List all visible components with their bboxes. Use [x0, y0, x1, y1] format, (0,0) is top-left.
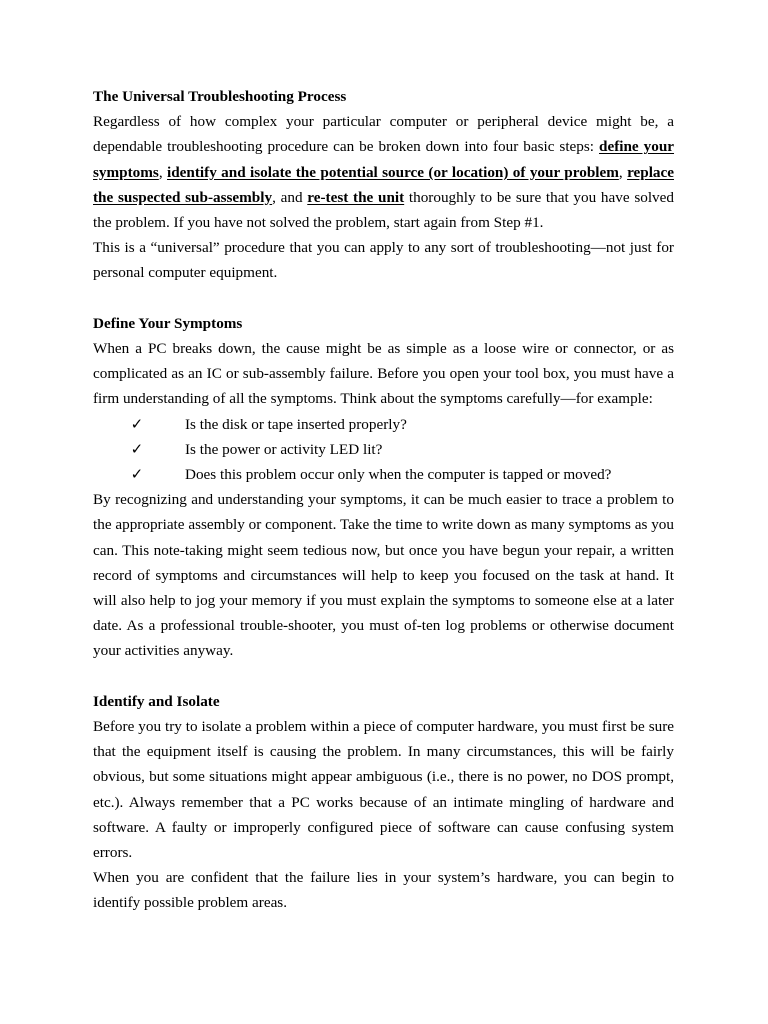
checkmark-icon: ✓	[130, 440, 144, 458]
section-heading-identify-isolate: Identify and Isolate	[93, 692, 220, 710]
checkmark-icon: ✓	[130, 415, 144, 433]
separator-2: ,	[618, 163, 628, 181]
checkmark-icon: ✓	[130, 466, 144, 484]
step-retest-unit: re-test the unit	[307, 188, 405, 206]
step-identify-isolate: identify and isolate the potential source (or location) of your problem	[167, 163, 619, 181]
paragraph-isolate-intro: Before you try to isolate a problem within a piece of computer hardware, you must first be sure that the equipment itself is causing the problem. In many circumstances, this will be fairly obvious, but some situations might appear ambiguous (i.e., there is no power, no DOS prompt, etc.). Always remember that a PC works because of an intimate mingling of hardware and software. A faulty or improperly configured piece of software can cause confusing system errors.	[93, 718, 674, 862]
list-item	[93, 412, 674, 437]
step-define-symptoms: define your symptoms	[93, 138, 675, 181]
paragraph-isolate-hardware: When you are confident that the failure lies in your system’s hardware, you can begin to identify possible problem areas.	[93, 869, 674, 912]
paragraph-symptoms-intro: When a PC breaks down, the cause might be as simple as a loose wire or connector, or as complicated as an IC or sub-assembly failure. Before you open your tool box, you must have a firm understanding of all the symptoms. Think about the symptoms carefully—for example:	[93, 340, 674, 408]
list-item	[93, 462, 674, 487]
list-item	[93, 437, 674, 462]
separator-1: ,	[158, 163, 168, 181]
section-heading-universal-process: The Universal Troubleshooting Process	[93, 88, 347, 105]
symptom-checklist	[93, 412, 674, 488]
intro-text-end: thoroughly to be sure that you have solved the problem. If you have not solved the problem, start again from Step #1.	[93, 188, 674, 232]
document-page	[93, 84, 674, 916]
intro-text-start: Regardless of how complex your particular computer or peripheral device might be, a dependable troubleshooting procedure can be broken down into four basic steps:	[93, 113, 674, 156]
list-item-text: Is the disk or tape inserted properly?	[185, 415, 407, 433]
paragraph-intro	[93, 109, 674, 235]
section-heading-define-symptoms: Define Your Symptoms	[93, 314, 243, 332]
section-spacer	[93, 286, 674, 311]
section-spacer	[93, 664, 674, 689]
step-replace-subassembly: replace the suspected sub-assembly	[93, 163, 675, 206]
separator-3: , and	[272, 188, 308, 206]
list-item-text: Is the power or activity LED lit?	[185, 440, 383, 458]
paragraph-universal: This is a “universal” procedure that you can apply to any sort of troubleshooting—not just for personal computer equipment.	[93, 239, 674, 282]
list-item-text: Does this problem occur only when the computer is tapped or moved?	[185, 466, 612, 484]
paragraph-symptoms-detail: By recognizing and understanding your symptoms, it can be much easier to trace a problem to the appropriate assembly or component. Take the time to write down as many symptoms as you can. This note-taking might seem tedious now, but once you have begun your repair, a written record of symptoms and circumstances will help to keep you focused on the task at hand. It will also help to jog your memory if you must explain the symptoms to someone else at a later date. As a professional trouble-shooter, you must of-ten log problems or otherwise document your activities anyway.	[93, 491, 674, 660]
